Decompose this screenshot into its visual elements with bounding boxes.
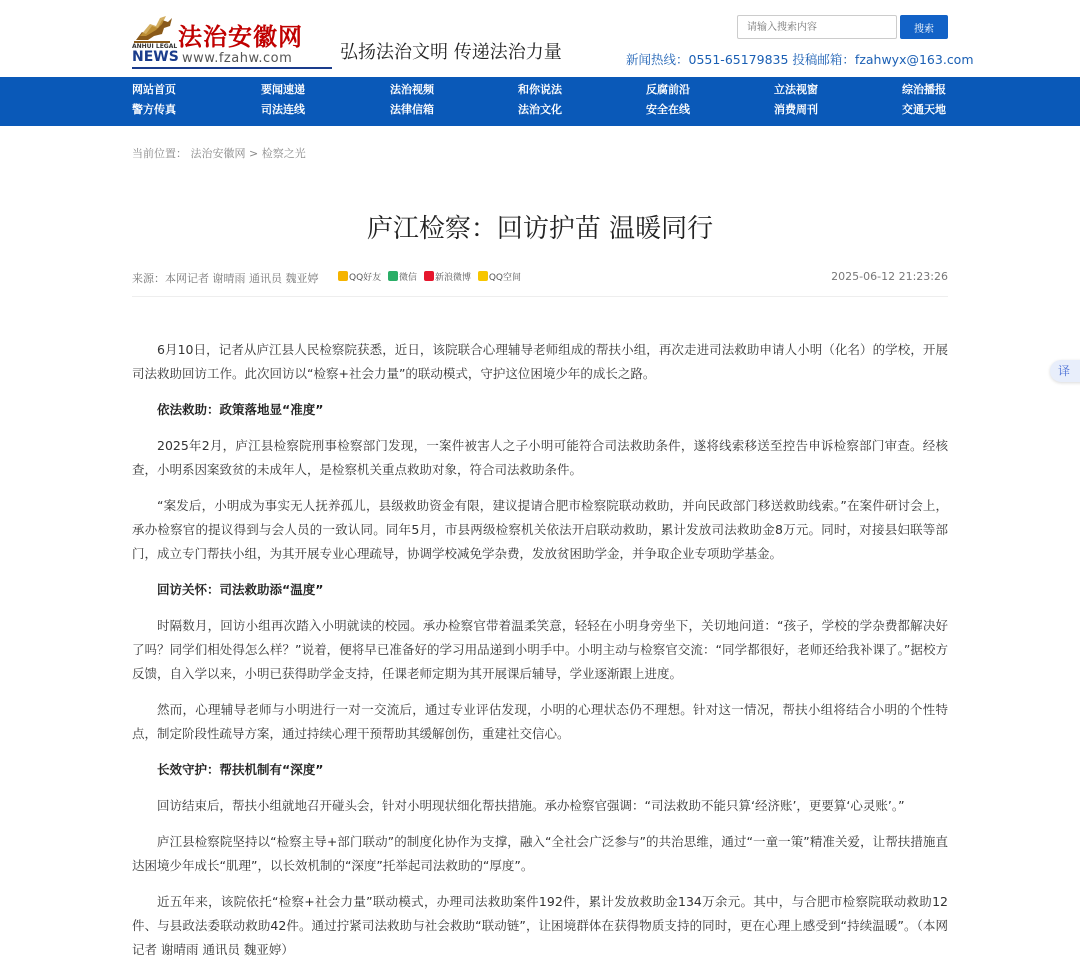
nav-item[interactable]: 交通天地: [902, 103, 946, 116]
nav-item[interactable]: 要闻速递: [261, 83, 305, 96]
logo-text-en: ANHUI LEGAL: [132, 43, 178, 50]
article-paragraph: 2025年2月，庐江县检察院刑事检察部门发现，一案件被害人之子小明可能符合司法救助条件，遂将线索移送至控告申诉检察部门审查。经核查，小明系因案致贫的未成年人，是检察机关重点救助对象，符合司法救助条件。: [132, 438, 948, 477]
nav-item[interactable]: 法治视频: [390, 83, 434, 96]
search-button[interactable]: 搜索: [900, 15, 948, 39]
logo-domain: www.fzahw.com: [182, 51, 293, 66]
breadcrumb: 当前位置： 法治安徽网 > 检察之光: [132, 147, 306, 160]
nav-item[interactable]: 法律信箱: [390, 103, 434, 116]
nav-grid: [132, 83, 948, 121]
search-input[interactable]: [737, 15, 897, 39]
nav-item[interactable]: 法治文化: [518, 103, 562, 116]
section-heading: 长效守护：帮扶机制有“深度”: [157, 762, 324, 777]
article-paragraph: 庐江县检察院坚持以“检察主导+部门联动”的制度化协作为支撑，融入“全社会广泛参与”的共治思维，通过“一童一策”精准关爱，让帮扶措施直达困境少年成长“肌理”，以长效机制的“深度”托举起司法救助的“厚度”。: [132, 834, 948, 873]
qq-icon: [338, 271, 348, 281]
article-paragraph: 然而，心理辅导老师与小明进行一对一交流后，通过专业评估发现，小明的心理状态仍不理想。针对这一情况，帮扶小组将结合小明的个性特点，制定阶段性疏导方案，通过持续心理干预帮助其缓解创伤，重建社交信心。: [132, 702, 948, 741]
nav-item[interactable]: 网站首页: [132, 83, 176, 96]
article-paragraph: 近五年来，该院依托“检察+社会力量”联动模式，办理司法救助案件192件，累计发放救助金134万余元。其中，与合肥市检察院联动救助12件、与县政法委联动救助42件。通过拧紧司法救助与社会救助“联动链”，让困境群体在获得物质支持的同时，更在心理上感受到“持续温暖”。（本网记者 谢晴雨 通讯员 魏亚婷）: [132, 894, 948, 957]
qzone-icon: [478, 271, 488, 281]
article-body: [132, 338, 948, 974]
share-qq-button[interactable]: QQ好友: [338, 273, 381, 283]
nav-item[interactable]: 司法连线: [261, 103, 305, 116]
translate-button[interactable]: 译: [1050, 360, 1080, 382]
contact-info: 新闻热线：0551-65179835 投稿邮箱：fzahwyx@163.com: [626, 52, 974, 67]
site-logo[interactable]: [132, 14, 332, 64]
article-title: 庐江检察：回访护苗 温暖同行: [366, 214, 714, 244]
article-paragraph: 回访结束后，帮扶小组就地召开碰头会，针对小明现状细化帮扶措施。承办检察官强调：“司法救助不能只算‘经济账’，更要算‘心灵账’。”: [157, 798, 905, 813]
logo-underline: [132, 67, 332, 69]
share-qzone-button[interactable]: QQ空间: [478, 273, 521, 283]
site-header: [0, 0, 1080, 77]
share-bar: [338, 270, 525, 283]
nav-item[interactable]: 安全在线: [646, 103, 690, 116]
wechat-icon: [388, 271, 398, 281]
nav-item[interactable]: 反腐前沿: [646, 83, 690, 96]
article-time: 2025-06-12 21:23:26: [831, 270, 948, 283]
nav-item[interactable]: 和你说法: [518, 83, 562, 96]
meta-divider: [132, 296, 948, 297]
nav-item[interactable]: 消费周刊: [774, 103, 818, 116]
pegasus-icon: [132, 14, 174, 44]
section-heading: 回访关怀：司法救助添“温度”: [157, 582, 324, 597]
article-paragraph: 6月10日，记者从庐江县人民检察院获悉，近日，该院联合心理辅导老师组成的帮扶小组，再次走进司法救助申请人小明（化名）的学校，开展司法救助回访工作。此次回访以“检察+社会力量”的联动模式，守护这位困境少年的成长之路。: [132, 342, 948, 381]
nav-item[interactable]: 综治播报: [902, 83, 946, 96]
share-wechat-button[interactable]: 微信: [388, 273, 417, 283]
weibo-icon: [424, 271, 434, 281]
logo-text-cn: 法治安徽网: [178, 22, 303, 51]
site-slogan: 弘扬法治文明 传递法治力量: [340, 42, 562, 63]
nav-item[interactable]: 立法视窗: [774, 83, 818, 96]
article-meta: [132, 270, 948, 286]
section-heading: 依法救助：政策落地显“准度”: [157, 402, 324, 417]
article-paragraph: 时隔数月，回访小组再次踏入小明就读的校园。承办检察官带着温柔笑意，轻轻在小明身旁坐下，关切地问道：“孩子，学校的学杂费都解决好了吗？同学们相处得怎么样？”说着，便将早已准备好的学习用品递到小明手中。小明主动与检察官交流：“同学都很好，老师还给我补课了。”据校方反馈，自入学以来，小明已获得助学金支持，任课老师定期为其开展课后辅导，学业逐渐跟上进度。: [132, 618, 948, 681]
logo-news: NEWS: [132, 49, 179, 65]
nav-item[interactable]: 警方传真: [132, 103, 176, 116]
article-paragraph: “案发后，小明成为事实无人抚养孤儿，县级救助资金有限，建议提请合肥市检察院联动救助，并向民政部门移送救助线索。”在案件研讨会上，承办检察官的提议得到与会人员的一致认同。同年5月，市县两级检察机关依法开启联动救助，累计发放司法救助金8万元。同时，对接县妇联等部门，成立专门帮扶小组，为其开展专业心理疏导，协调学校减免学杂费，发放贫困助学金，并争取企业专项助学基金。: [132, 498, 948, 561]
article-source: 来源：本网记者 谢晴雨 通讯员 魏亚婷: [132, 272, 319, 285]
share-weibo-button[interactable]: 新浪微博: [424, 273, 471, 283]
main-nav: [0, 77, 1080, 126]
